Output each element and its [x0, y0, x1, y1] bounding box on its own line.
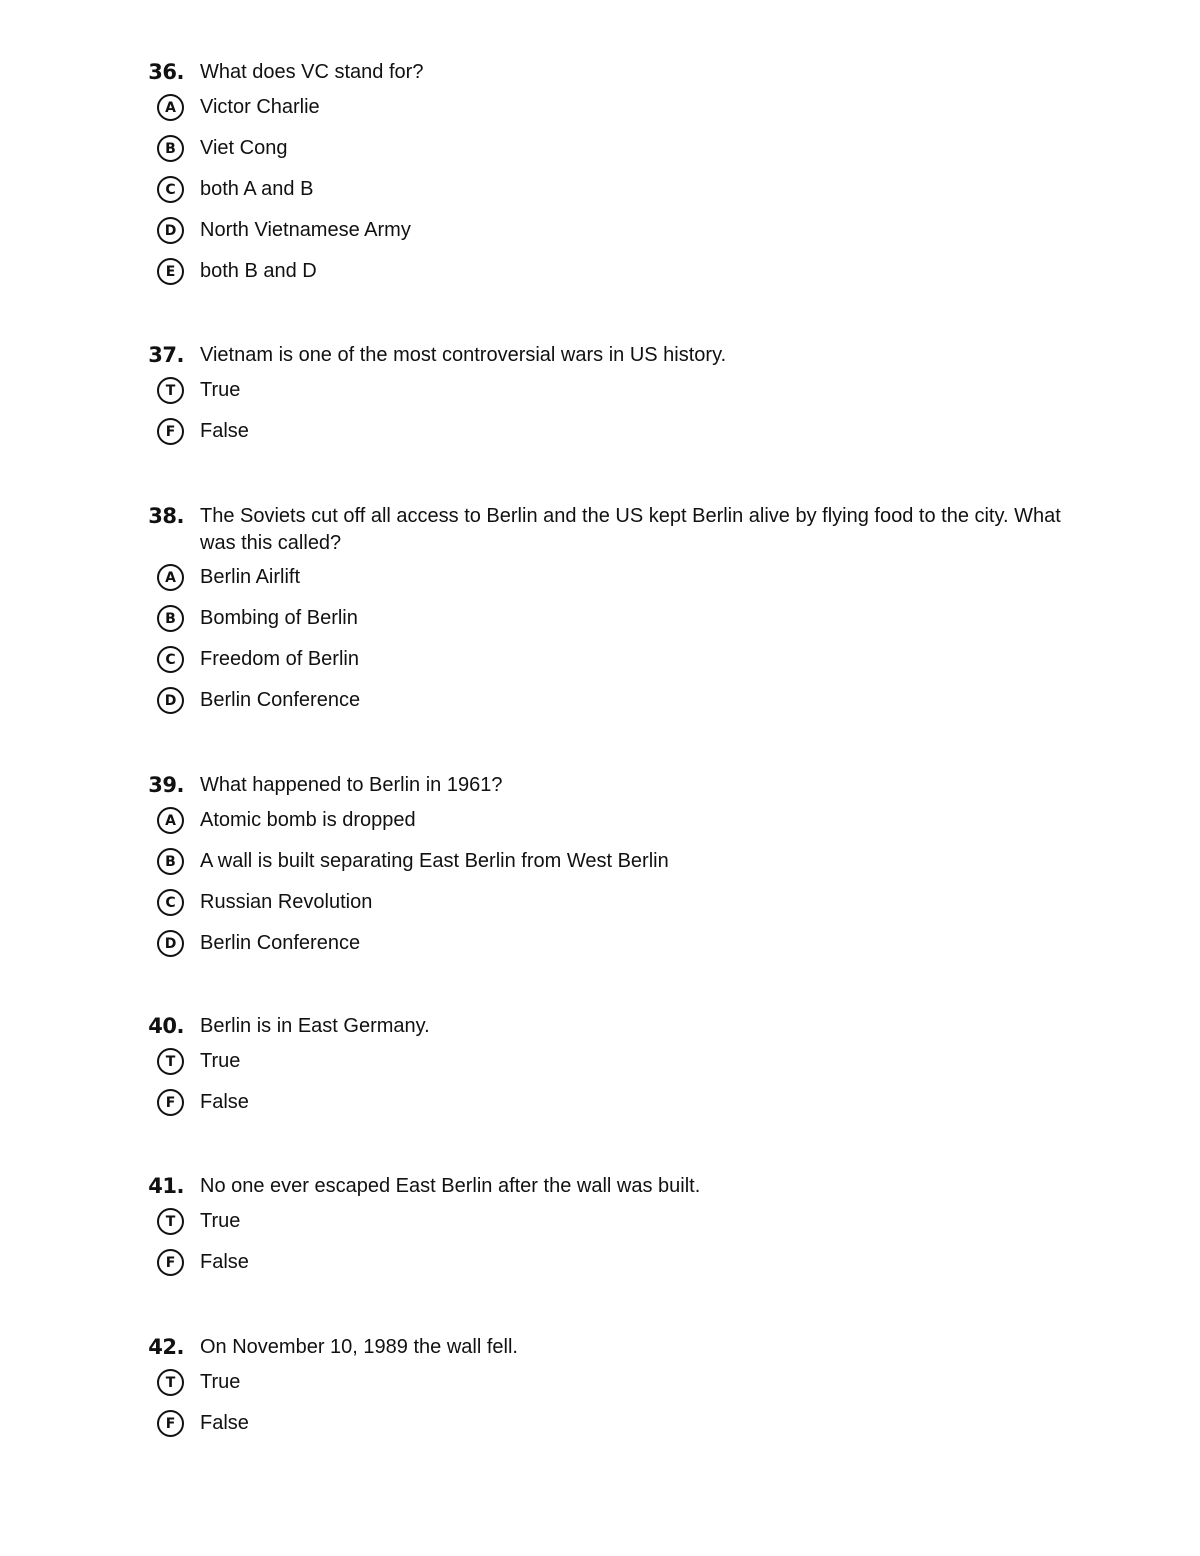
- option-text: Berlin Conference: [200, 932, 361, 954]
- option-letter-badge[interactable]: D: [157, 930, 184, 957]
- option-text: Berlin Conference: [200, 689, 361, 711]
- answer-options: [0, 377, 1200, 459]
- option-text: False: [200, 1091, 249, 1113]
- option-e[interactable]: [0, 258, 1200, 299]
- option-text: Freedom of Berlin: [200, 648, 359, 670]
- question-number: 39.: [148, 773, 184, 797]
- option-letter-badge[interactable]: F: [157, 1089, 184, 1116]
- option-text: both B and D: [200, 260, 317, 282]
- option-text: A wall is built separating East Berlin from West Berlin: [200, 850, 669, 872]
- option-letter-badge[interactable]: C: [157, 646, 184, 673]
- option-text: Russian Revolution: [200, 891, 373, 913]
- answer-options: [0, 94, 1200, 299]
- question-header: [0, 59, 1200, 89]
- option-true[interactable]: [0, 377, 1200, 418]
- question-42: [0, 1334, 1200, 1451]
- option-letter-badge[interactable]: B: [157, 135, 184, 162]
- question-number: 38.: [148, 504, 184, 528]
- option-letter-badge[interactable]: E: [157, 258, 184, 285]
- question-header: [0, 503, 1200, 560]
- option-text: Bombing of Berlin: [200, 607, 358, 629]
- question-40: [0, 1013, 1200, 1130]
- question-header: [0, 342, 1200, 372]
- option-true[interactable]: [0, 1208, 1200, 1249]
- option-text: True: [200, 1210, 241, 1232]
- option-letter-badge[interactable]: F: [157, 1410, 184, 1437]
- option-b[interactable]: [0, 135, 1200, 176]
- question-number: 40.: [148, 1014, 184, 1038]
- option-letter-badge[interactable]: A: [157, 807, 184, 834]
- answer-options: [0, 1369, 1200, 1451]
- option-true[interactable]: [0, 1369, 1200, 1410]
- option-text: both A and B: [200, 178, 314, 200]
- question-text: On November 10, 1989 the wall fell.: [200, 1336, 518, 1358]
- option-text: Viet Cong: [200, 137, 288, 159]
- question-36: [0, 59, 1200, 299]
- option-d[interactable]: [0, 687, 1200, 728]
- option-false[interactable]: [0, 418, 1200, 459]
- option-text: False: [200, 1251, 249, 1273]
- question-text: No one ever escaped East Berlin after the wall was built.: [200, 1175, 701, 1197]
- option-text: False: [200, 1412, 249, 1434]
- question-38: [0, 503, 1200, 728]
- option-letter-badge[interactable]: B: [157, 848, 184, 875]
- option-d[interactable]: [0, 217, 1200, 258]
- option-a[interactable]: [0, 94, 1200, 135]
- option-letter-badge[interactable]: A: [157, 94, 184, 121]
- option-a[interactable]: [0, 807, 1200, 848]
- option-letter-badge[interactable]: D: [157, 217, 184, 244]
- question-41: [0, 1173, 1200, 1290]
- option-c[interactable]: [0, 646, 1200, 687]
- question-number: 42.: [148, 1335, 184, 1359]
- question-number: 36.: [148, 60, 184, 84]
- option-text: True: [200, 379, 241, 401]
- question-39: [0, 772, 1200, 971]
- option-text: Atomic bomb is dropped: [200, 809, 416, 831]
- option-letter-badge[interactable]: F: [157, 418, 184, 445]
- option-c[interactable]: [0, 889, 1200, 930]
- answer-options: [0, 564, 1200, 728]
- option-letter-badge[interactable]: T: [157, 1208, 184, 1235]
- question-header: [0, 1013, 1200, 1043]
- option-true[interactable]: [0, 1048, 1200, 1089]
- option-text: North Vietnamese Army: [200, 219, 411, 241]
- answer-options: [0, 1208, 1200, 1290]
- option-letter-badge[interactable]: B: [157, 605, 184, 632]
- option-text: Berlin Airlift: [200, 566, 301, 588]
- question-number: 37.: [148, 343, 184, 367]
- question-text: Vietnam is one of the most controversial wars in US history.: [200, 344, 727, 366]
- option-text: False: [200, 420, 249, 442]
- option-letter-badge[interactable]: D: [157, 687, 184, 714]
- option-false[interactable]: [0, 1249, 1200, 1290]
- question-text: What does VC stand for?: [200, 61, 424, 83]
- question-header: [0, 1334, 1200, 1364]
- question-text: Berlin is in East Germany.: [200, 1015, 430, 1037]
- option-b[interactable]: [0, 605, 1200, 646]
- option-letter-badge[interactable]: A: [157, 564, 184, 591]
- option-letter-badge[interactable]: T: [157, 1048, 184, 1075]
- option-text: True: [200, 1371, 241, 1393]
- option-text: True: [200, 1050, 241, 1072]
- question-header: [0, 772, 1200, 802]
- question-37: [0, 342, 1200, 459]
- answer-options: [0, 807, 1200, 971]
- option-d[interactable]: [0, 930, 1200, 971]
- option-letter-badge[interactable]: T: [157, 1369, 184, 1396]
- option-letter-badge[interactable]: C: [157, 176, 184, 203]
- option-letter-badge[interactable]: T: [157, 377, 184, 404]
- option-a[interactable]: [0, 564, 1200, 605]
- answer-options: [0, 1048, 1200, 1130]
- option-b[interactable]: [0, 848, 1200, 889]
- question-text: What happened to Berlin in 1961?: [200, 774, 503, 796]
- option-false[interactable]: [0, 1410, 1200, 1451]
- option-false[interactable]: [0, 1089, 1200, 1130]
- question-text: The Soviets cut off all access to Berlin and the US kept Berlin alive by flying food to the city. What was this called?: [200, 505, 1061, 554]
- option-text: Victor Charlie: [200, 96, 320, 118]
- option-letter-badge[interactable]: F: [157, 1249, 184, 1276]
- question-header: [0, 1173, 1200, 1203]
- option-letter-badge[interactable]: C: [157, 889, 184, 916]
- question-number: 41.: [148, 1174, 184, 1198]
- option-c[interactable]: [0, 176, 1200, 217]
